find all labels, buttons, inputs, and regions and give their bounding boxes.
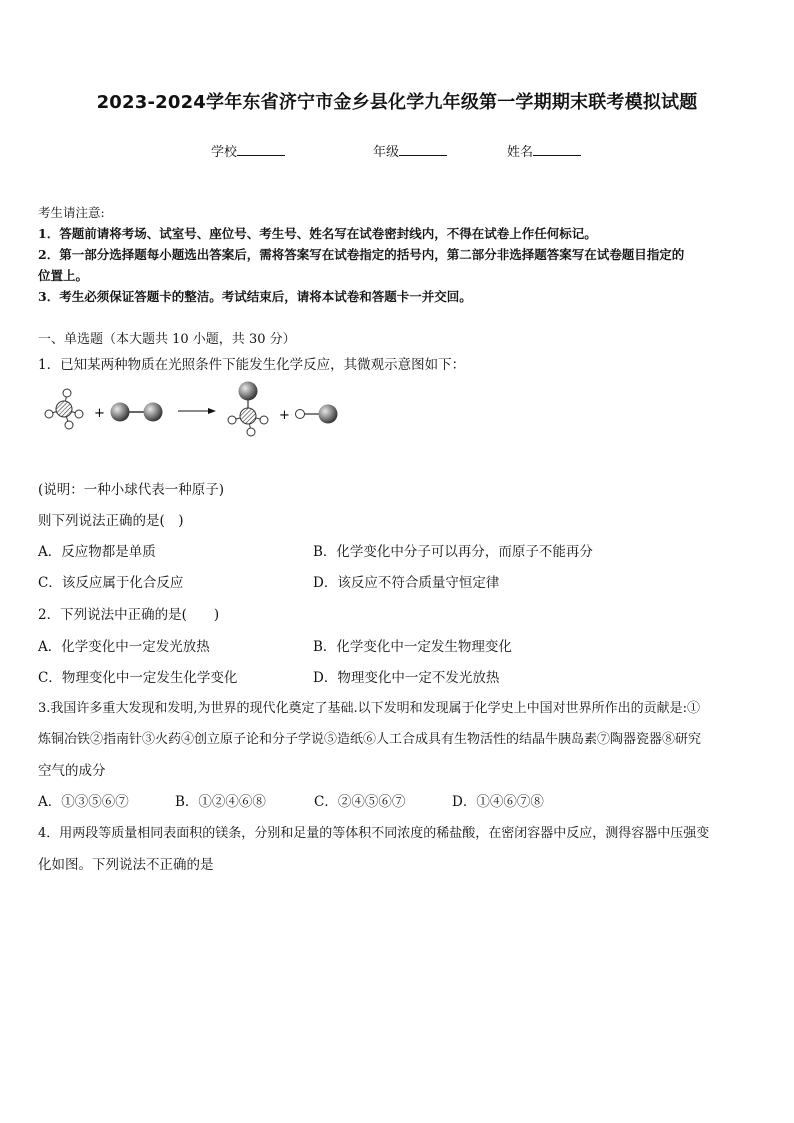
name-field[interactable] xyxy=(507,141,581,160)
plus-sign-2: + xyxy=(279,408,290,423)
q2-option-a[interactable]: A．化学变化中一定发光放热 xyxy=(38,639,210,655)
q3-option-a[interactable]: A．①③⑤⑥⑦ xyxy=(38,794,129,810)
section-title: 一、单选题（本大题共 10 小题，共 30 分） xyxy=(38,332,296,347)
reaction-diagram xyxy=(36,378,346,438)
school-blank[interactable] xyxy=(237,143,285,156)
q3-option-c[interactable]: C．②④⑤⑥⑦ xyxy=(314,794,406,810)
q2-option-c[interactable]: C．物理变化中一定发生化学变化 xyxy=(38,670,238,686)
page-title: 2023-2024学年东省济宁市金乡县化学九年级第一学期期末联考模拟试题 xyxy=(96,92,698,113)
q2-stem: 2．下列说法中正确的是( ) xyxy=(38,607,220,623)
name-label: 姓名 xyxy=(507,145,534,160)
notice-item-1: 1．答题前请将考场、试室号、座位号、考生号、姓名写在试卷密封线内，不得在试卷上作任何标记。 xyxy=(38,226,597,241)
q1-ask: 则下列说法正确的是( ) xyxy=(38,513,184,529)
q4-line-2: 化如图。下列说法不正确的是 xyxy=(38,857,214,873)
q1-option-d[interactable]: D．该反应不符合质量守恒定律 xyxy=(313,575,500,591)
notice-item-2: 2．第一部分选择题每小题选出答案后，需将答案写在试卷指定的括号内，第二部分非选择题答案写在试卷题目指定的 xyxy=(38,247,685,262)
school-label: 学校 xyxy=(211,145,238,160)
grade-label: 年级 xyxy=(373,145,400,160)
reactant-molecule-2 xyxy=(111,403,163,422)
q1-option-b[interactable]: B．化学变化中分子可以再分，而原子不能再分 xyxy=(313,544,593,560)
q3-option-d[interactable]: D．①④⑥⑦⑧ xyxy=(452,794,544,810)
q3-option-b[interactable]: B．①②④⑥⑧ xyxy=(175,794,266,810)
q3-line-1: 3.我国许多重大发现和发明,为世界的现代化奠定了基础.以下发明和发现属于化学史上中国对世界所作出的贡献是:① xyxy=(38,701,701,716)
q2-option-b[interactable]: B．化学变化中一定发生物理变化 xyxy=(313,639,512,655)
product-molecule-1 xyxy=(228,382,268,437)
q1-stem: 1．已知某两种物质在光照条件下能发生化学反应，其微观示意图如下： xyxy=(38,357,466,373)
q3-line-2: 炼铜冶铁②指南针③火药④创立原子论和分子学说⑤造纸⑥人工合成具有生物活性的结晶牛胰岛素⑦陶器瓷器⑧研究 xyxy=(38,732,702,747)
name-blank[interactable] xyxy=(533,143,581,156)
q3-line-3: 空气的成分 xyxy=(38,763,106,779)
reactant-molecule-1 xyxy=(45,389,83,429)
q4-line-1: 4．用两段等质量相同表面积的镁条，分别和足量的等体积不同浓度的稀盐酸，在密闭容器中反应，测得容器中压强变 xyxy=(38,826,710,841)
grade-field[interactable] xyxy=(373,141,447,160)
notice-item-2-cont: 位置上。 xyxy=(38,268,89,283)
plus-sign-1: + xyxy=(94,406,105,421)
notice-heading: 考生请注意: xyxy=(38,205,105,220)
q2-option-d[interactable]: D．物理变化中一定不发光放热 xyxy=(313,670,500,686)
q1-option-c[interactable]: C．该反应属于化合反应 xyxy=(38,575,184,591)
q1-note: (说明：一种小球代表一种原子) xyxy=(38,482,225,498)
product-molecule-2 xyxy=(296,405,338,424)
notice-item-3: 3．考生必须保证答题卡的整洁。考试结束后，请将本试卷和答题卡一并交回。 xyxy=(38,289,472,304)
school-field[interactable] xyxy=(211,141,285,160)
reaction-arrow xyxy=(178,408,216,414)
grade-blank[interactable] xyxy=(399,143,447,156)
q1-option-a[interactable]: A．反应物都是单质 xyxy=(38,544,156,560)
